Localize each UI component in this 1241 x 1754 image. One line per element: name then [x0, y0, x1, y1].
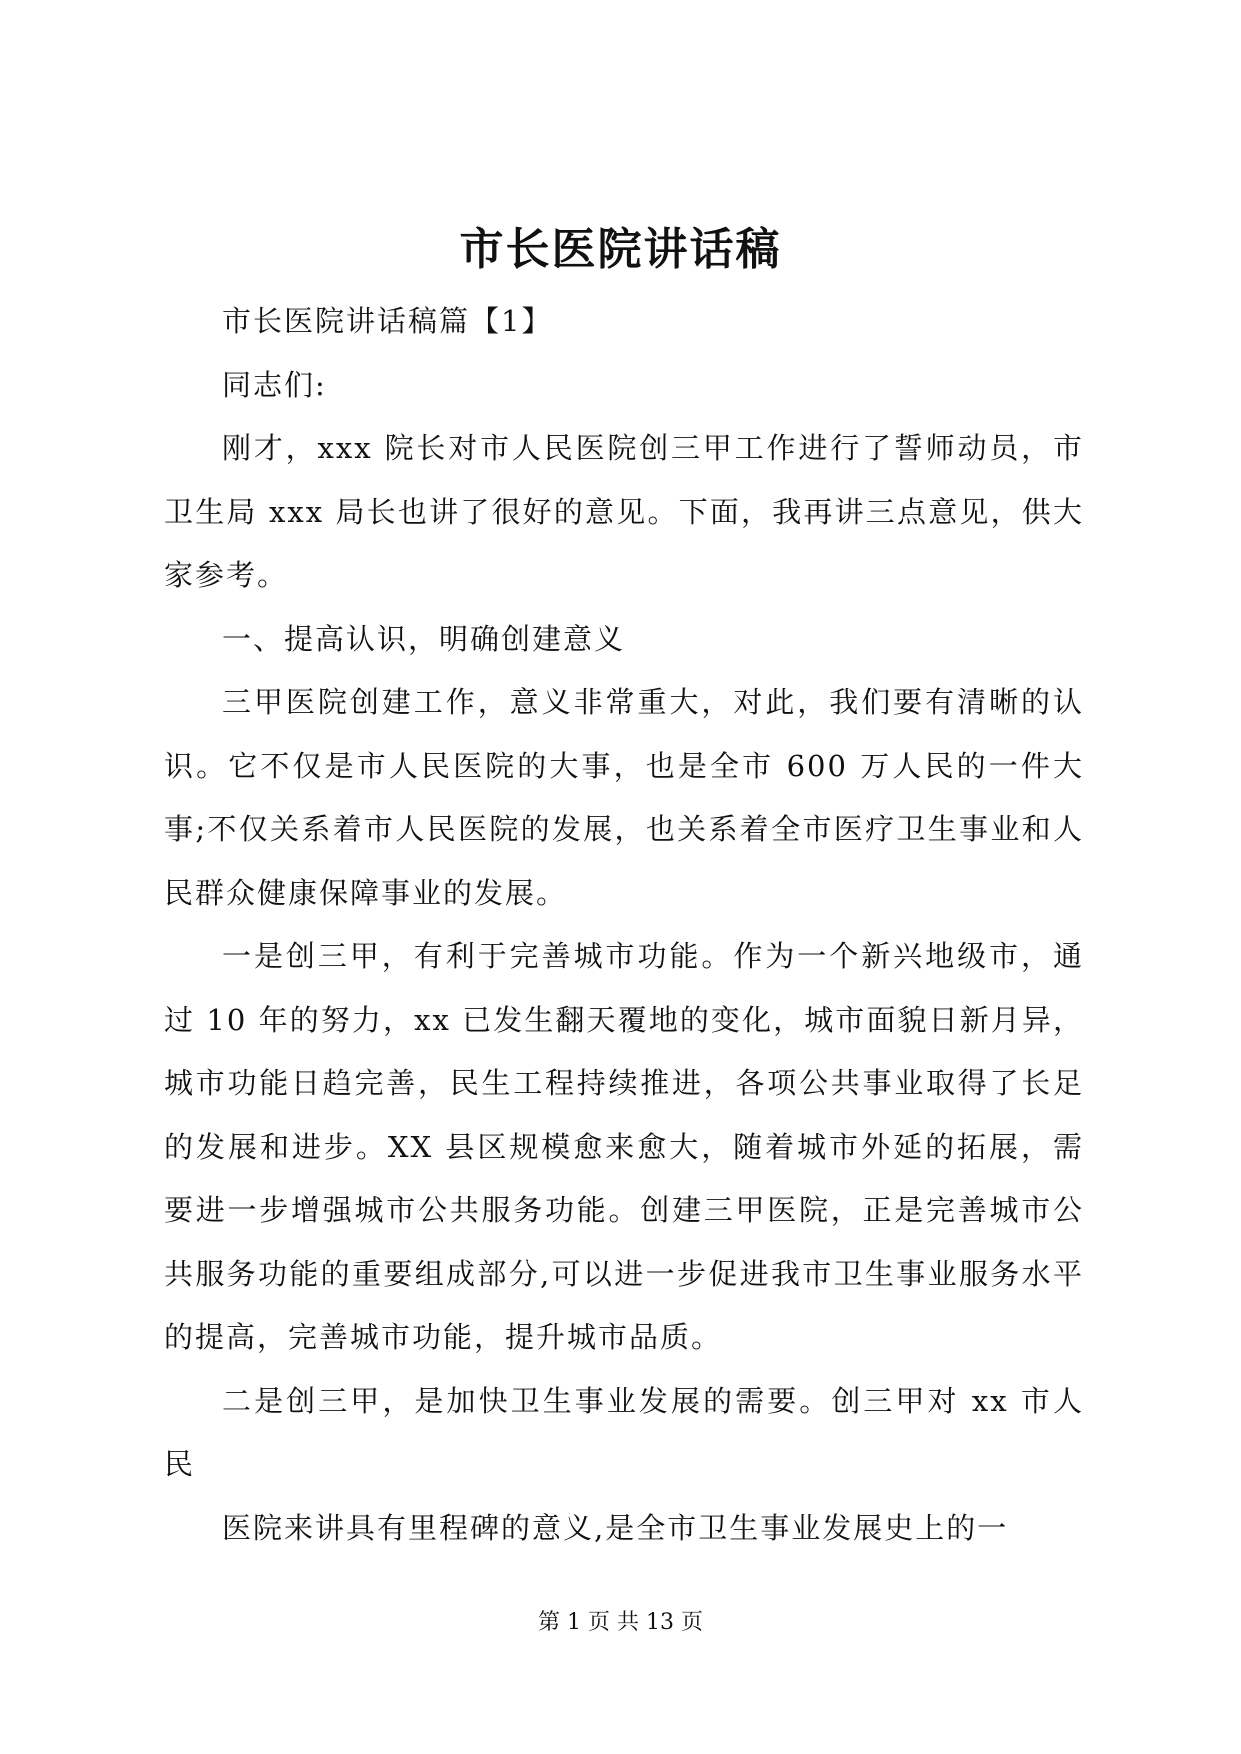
- body-paragraph: 二是创三甲，是加快卫生事业发展的需要。创三甲对 xx 市人民: [164, 1383, 1084, 1481]
- page-footer: 第 1 页 共 13 页: [538, 1610, 703, 1635]
- body-paragraph: 刚才，xxx 院长对市人民医院创三甲工作进行了誓师动员，市卫生局 xxx 局长也讲了很好的意见。下面，我再讲三点意见，供大家参考。: [164, 431, 1084, 592]
- salutation: 同志们:: [222, 367, 327, 402]
- document-body: [164, 290, 1084, 1560]
- section-heading: 市长医院讲话稿篇【1】: [222, 304, 553, 338]
- body-paragraph: 三甲医院创建工作，意义非常重大，对此，我们要有清晰的认识。它不仅是市人民医院的大事，也是全市 600 万人民的一件大事;不仅关系着市人民医院的发展，也关系着全市医疗卫生事业和人民群众健康保障事业的发展。: [164, 685, 1084, 910]
- page-title: 市长医院讲话稿: [459, 224, 782, 275]
- body-paragraph: 医院来讲具有里程碑的意义,是全市卫生事业发展史上的一: [222, 1510, 1009, 1545]
- body-paragraph: 一是创三甲，有利于完善城市功能。作为一个新兴地级市，通过 10 年的努力，xx 已发生翻天覆地的变化，城市面貌日新月异，城市功能日趋完善，民生工程持续推进，各项公共事业取得了长足的发展和进步。XX 县区规模愈来愈大，随着城市外延的拓展，需要进一步增强城市公共服务功能。创建三甲医院，正是完善城市公共服务功能的重要组成部分,可以进一步促进我市卫生事业服务水平的提高，完善城市功能，提升城市品质。: [164, 939, 1084, 1354]
- subheading: 一、提高认识，明确创建意义: [222, 621, 626, 656]
